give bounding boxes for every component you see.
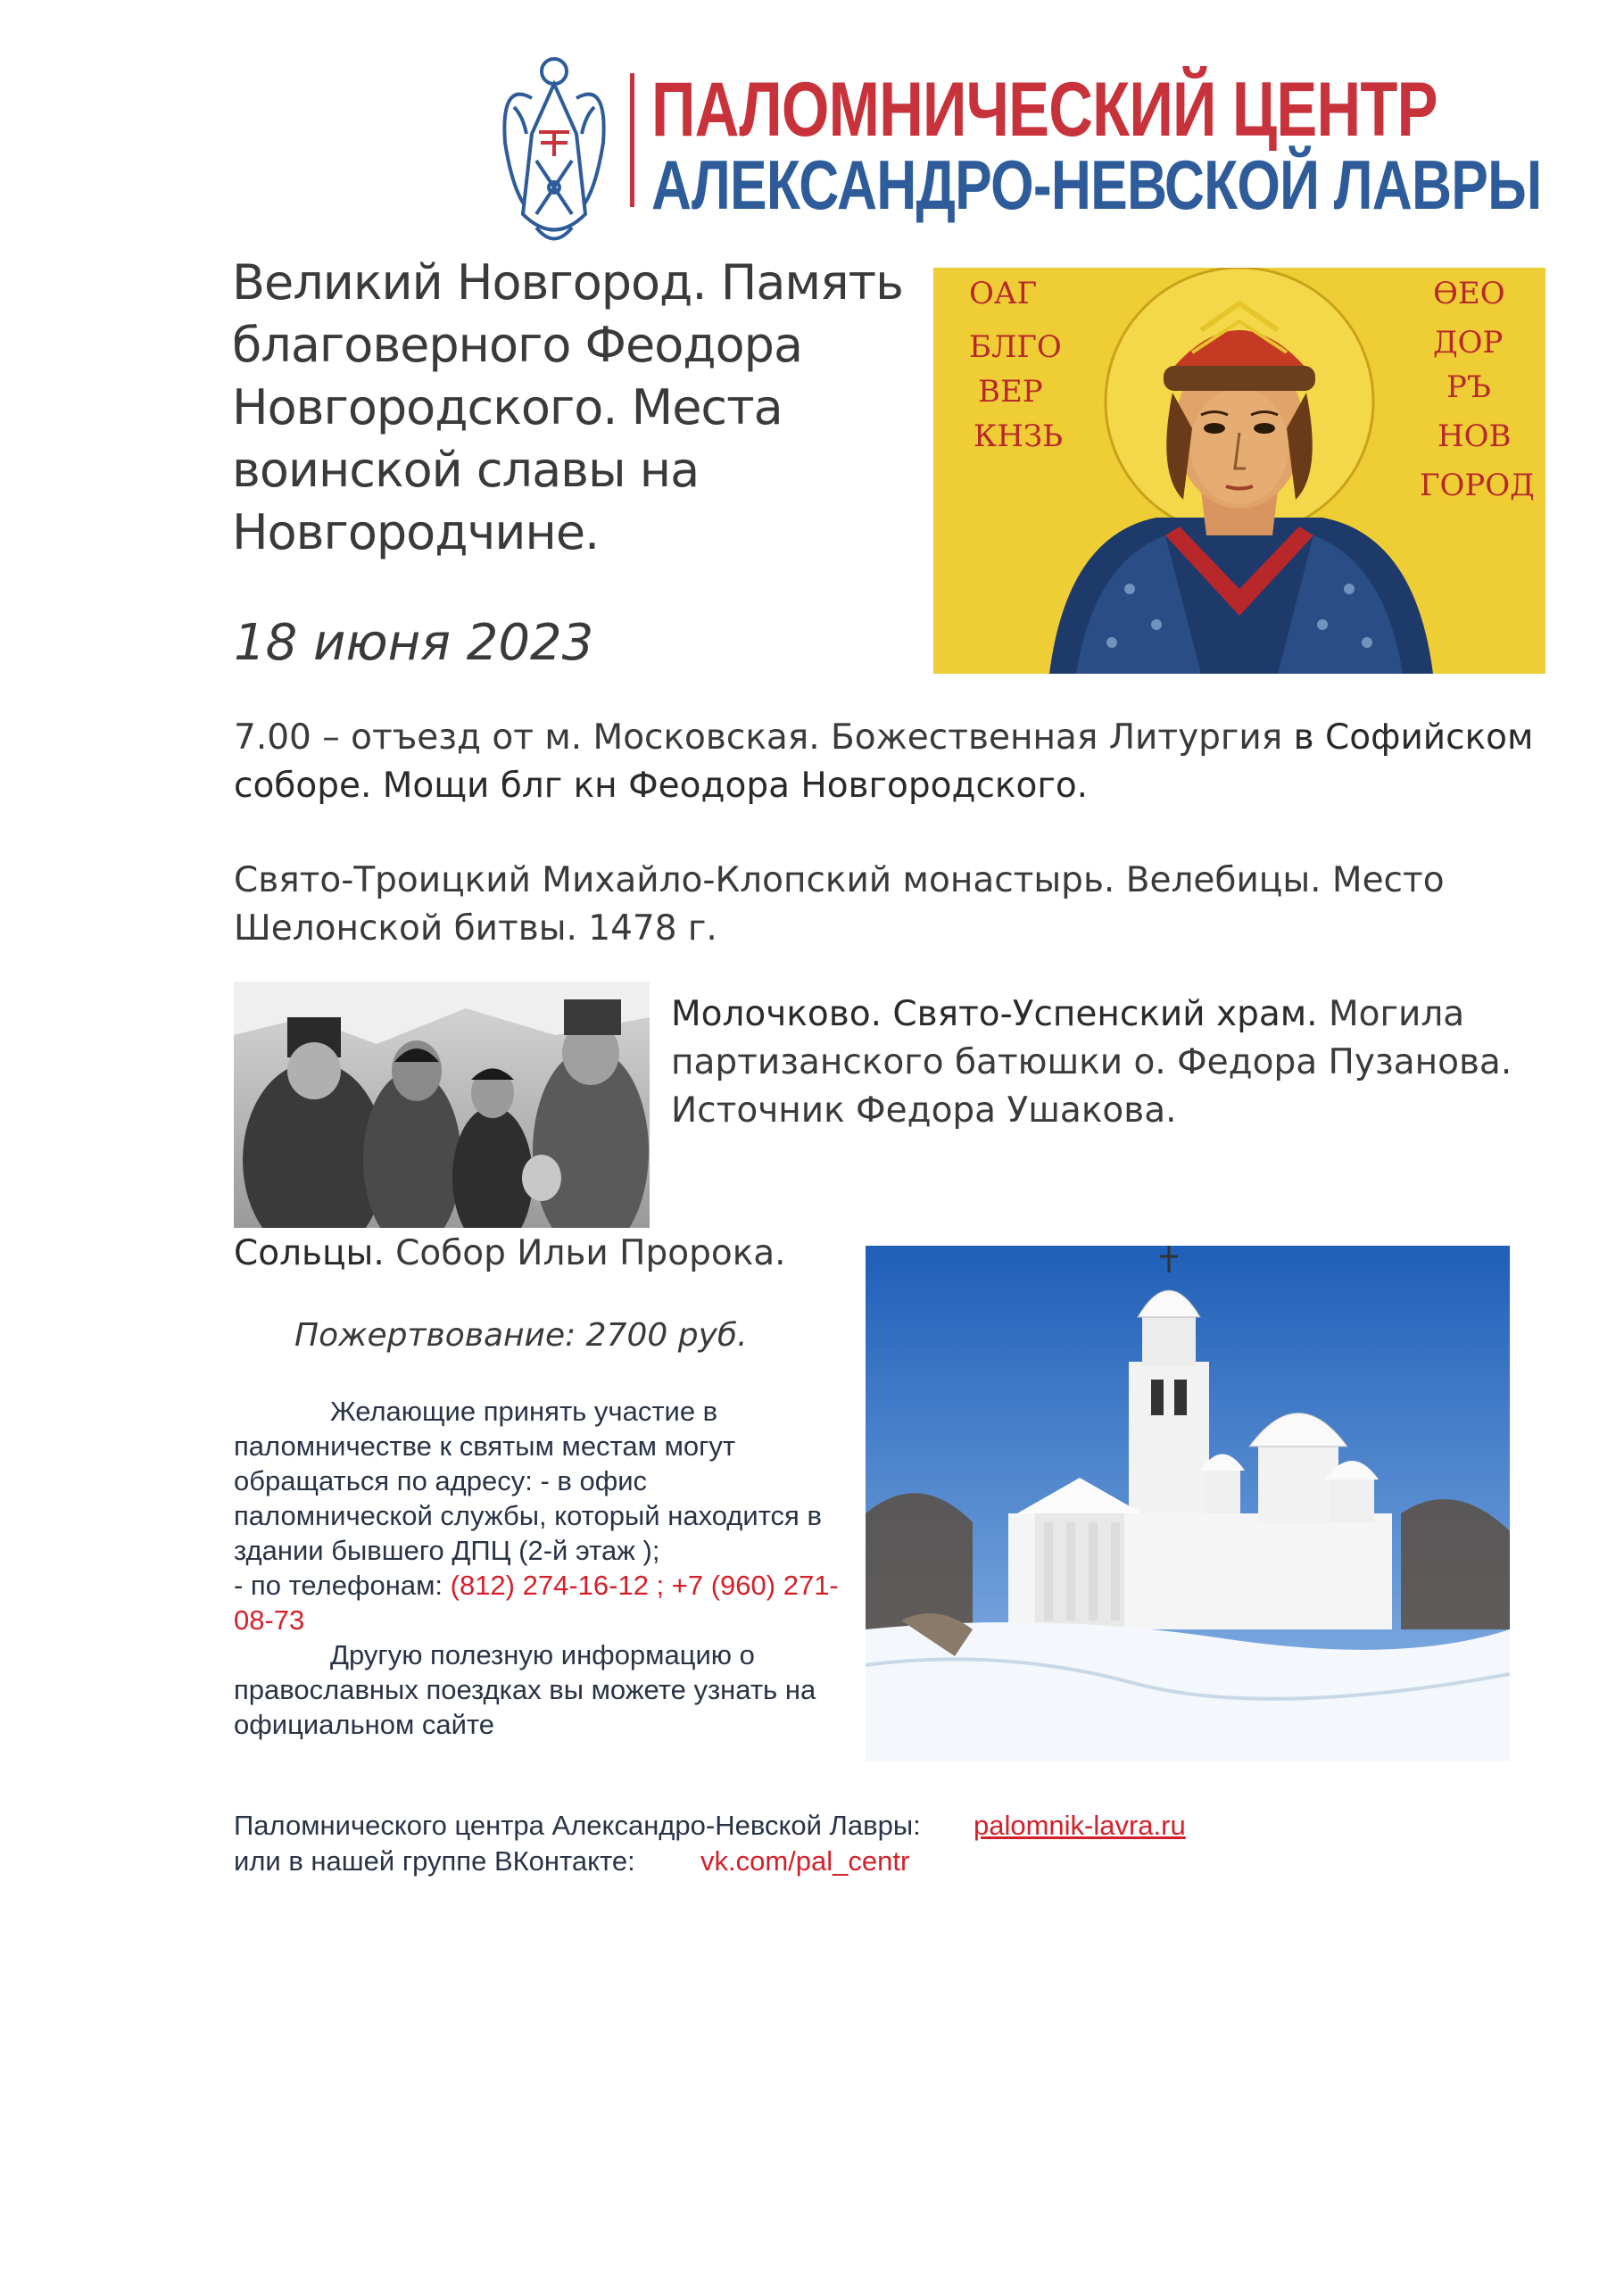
logo-divider	[630, 73, 634, 207]
program-item-liturgy	[234, 714, 1545, 810]
logo-emblem	[496, 45, 612, 250]
icon-inscription-left-2: БЛГО	[969, 329, 1062, 365]
icon-inscription-right-1: ѲЕО	[1433, 276, 1505, 311]
icon-inscription-left-3: ВЕР	[978, 374, 1043, 410]
vk-line	[234, 1844, 909, 1878]
angel-emblem-icon	[496, 45, 612, 250]
contact-info: Другую полезную информацию о православных поездках вы можете узнать на официальном сайте	[234, 1639, 816, 1740]
historical-photo	[234, 982, 650, 1228]
donation-amount: Пожертвование: 2700 руб.	[294, 1317, 748, 1354]
icon-inscription-left-1: ОАГ	[969, 276, 1038, 311]
icon-inscription-right-2: ДОР	[1433, 325, 1504, 361]
logo-title-line1: ПАЛОМНИЧЕСКИЙ ЦЕНТР	[651, 67, 1438, 153]
contact-phones: - по телефонам: (812) 274-16-12 ; +7 (960) 271-08-73	[234, 1570, 839, 1636]
program-item-monastery: Свято-Троицкий Михайло-Клопский монастырь. Велебицы. Место Шелонской битвы. 1478 г.	[234, 860, 1445, 949]
site-line	[234, 1808, 1186, 1843]
phone-numbers[interactable]: (812) 274-16-12 ; +7 (960) 271-08-73	[234, 1570, 839, 1636]
site-label: Паломнического центра Александро-Невской Лавры:	[234, 1810, 921, 1841]
contact-block	[234, 1394, 841, 1742]
icon-inscription-right-5: ГОРОД	[1420, 468, 1535, 503]
program-item-soltsy	[234, 1230, 858, 1278]
trip-date: 18 июня 2023	[234, 614, 594, 672]
vk-link[interactable]: vk.com/pal_centr	[700, 1845, 910, 1877]
program-item-soltsy-details: Собор Ильи Пророка.	[384, 1233, 786, 1273]
icon-inscription-right-4: НОВ	[1438, 419, 1512, 454]
program-item-liturgy-time: 7.00 – отъезд от м. Московская. Божественная Литургия	[234, 717, 1294, 758]
page-title: Великий Новгород. Память благоверного Феодора Новгородского. Места воинской славы на Новгородчине.	[232, 254, 903, 560]
program-item-soltsy-place: Сольцы.	[234, 1233, 385, 1273]
program-item-liturgy-place: в Софийском соборе. Мощи блг кн Феодора Новгородского.	[234, 717, 1534, 806]
logo-title-line2: АЛЕКСАНДРО-НЕВСКОЙ ЛАВРЫ	[651, 145, 1542, 224]
church-photo	[866, 1246, 1510, 1761]
program-item-molochkovo-details: Могила партизанского батюшки о. Федора Пузанова. Источник Федора Ушакова.	[671, 994, 1512, 1131]
program-item-molochkovo-place: Молочково. Свято-Успенский храм.	[671, 994, 1318, 1034]
icon-inscription-right-3: РЪ	[1446, 369, 1491, 405]
contact-intro: Желающие принять участие в паломничестве к святым местам могут обращаться по адресу: - в офис паломнической службы, который находится в здании бывшего ДПЦ (2-й этаж );	[234, 1396, 822, 1566]
saint-icon-image	[933, 268, 1545, 674]
icon-inscription-left-4: КНЗЬ	[974, 419, 1064, 454]
site-link[interactable]: palomnik-lavra.ru	[973, 1810, 1186, 1841]
vk-label: или в нашей группе ВКонтакте:	[234, 1845, 635, 1877]
program-item-molochkovo	[671, 991, 1563, 1135]
